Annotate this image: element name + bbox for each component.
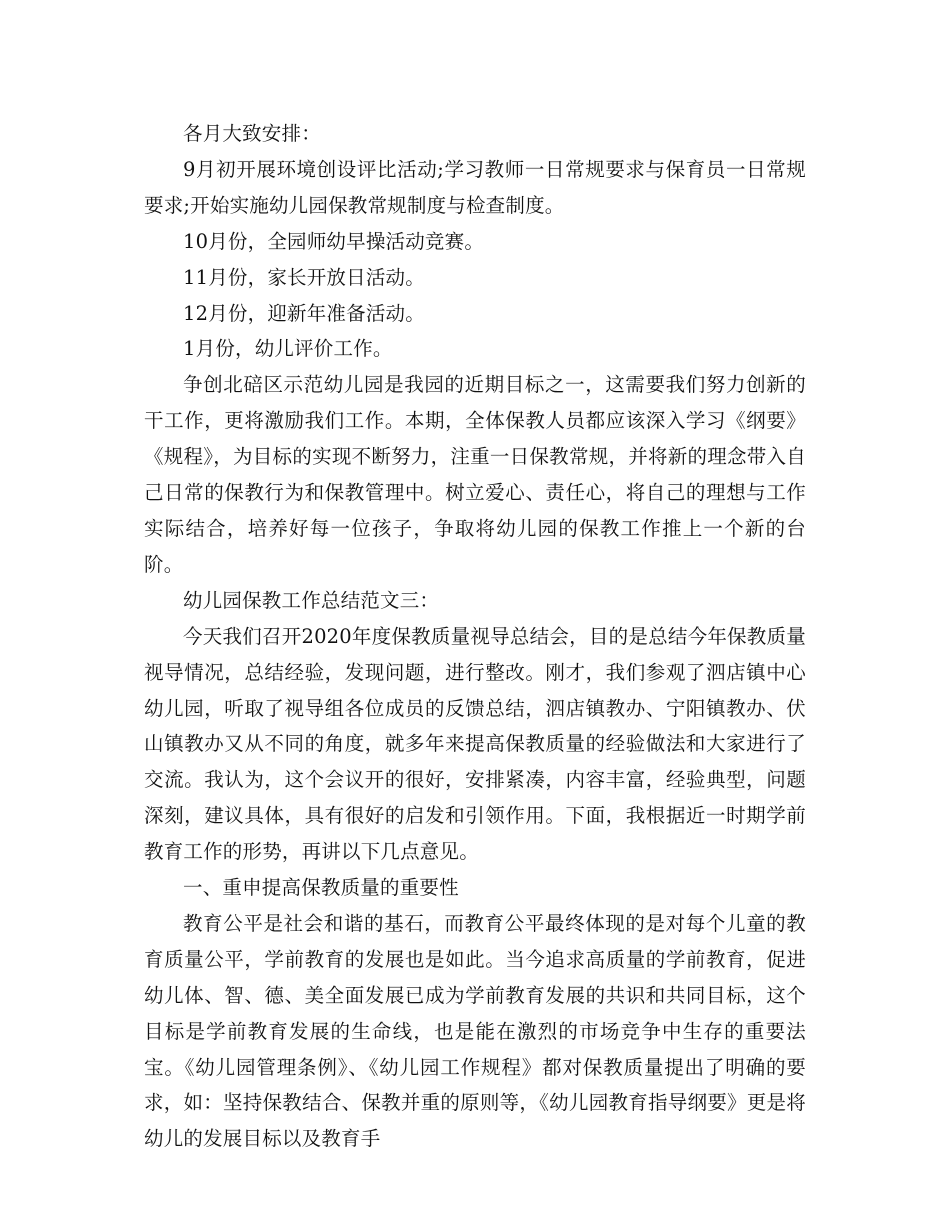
paragraph-october-plan: 10月份，全园师幼早操活动竞赛。: [183, 229, 485, 253]
paragraph-september-plan: 9月初开展环境创设评比活动;学习教师一日常规要求与保育员一日常规要求;开始实施幼儿园保教常规制度与检查制度。: [144, 157, 806, 217]
paragraph-education-equity: 教育公平是社会和谐的基石，而教育公平最终体现的是对每个儿童的教育质量公平，学前教育的发展也是如此。当今追求高质量的学前教育，促进幼儿体、智、德、美全面发展已成为学前教育发展的共识和共同目标，这个目标是学前教育发展的生命线，也是能在激烈的市场竞争中生存的重要法宝。《幼儿园管理条例》、《幼儿园工作规程》都对保教质量提出了明确的要求，如：坚持保教结合、保教并重的原则等，《幼儿园教育指导纲要》更是将幼儿的发展目标以及教育手: [144, 911, 806, 1151]
document-body: [144, 116, 806, 1157]
paragraph-december-plan: 12月份，迎新年准备活动。: [183, 301, 425, 325]
paragraph-section-one-heading: 一、重申提高保教质量的重要性: [183, 876, 459, 900]
paragraph-monthly-arrangement-heading: 各月大致安排：: [183, 122, 321, 145]
paragraph-november-plan: 11月份，家长开放日活动。: [183, 265, 425, 289]
paragraph-meeting-summary: 今天我们召开2020年度保教质量视导总结会，目的是总结今年保教质量视导情况，总结经验，发现问题，进行整改。刚才，我们参观了泗店镇中心幼儿园，听取了视导组各位成员的反馈总结，泗店镇教办、宁阳镇教办、伏山镇教办又从不同的角度，就多年来提高保教质量的经验做法和大家进行了交流。我认为，这个会议开的很好，安排紧凑，内容丰富，经验典型，问题深刻，建议具体，具有很好的启发和引领作用。下面，我根据近一时期学前教育工作的形势，再讲以下几点意见。: [144, 624, 806, 864]
paragraph-january-plan: 1月份，幼儿评价工作。: [183, 337, 393, 361]
paragraph-sample-three-heading: 幼儿园保教工作总结范文三：: [183, 588, 440, 612]
paragraph-goal-statement: 争创北碚区示范幼儿园是我园的近期目标之一，这需要我们努力创新的干工作，更将激励我们工作。本期，全体保教人员都应该深入学习《纲要》《规程》，为目标的实现不断努力，注重一日保教常规，并将新的理念带入自己日常的保教行为和保教管理中。树立爱心、责任心，将自己的理想与工作实际结合，培养好每一位孩子，争取将幼儿园的保教工作推上一个新的台阶。: [144, 373, 806, 576]
